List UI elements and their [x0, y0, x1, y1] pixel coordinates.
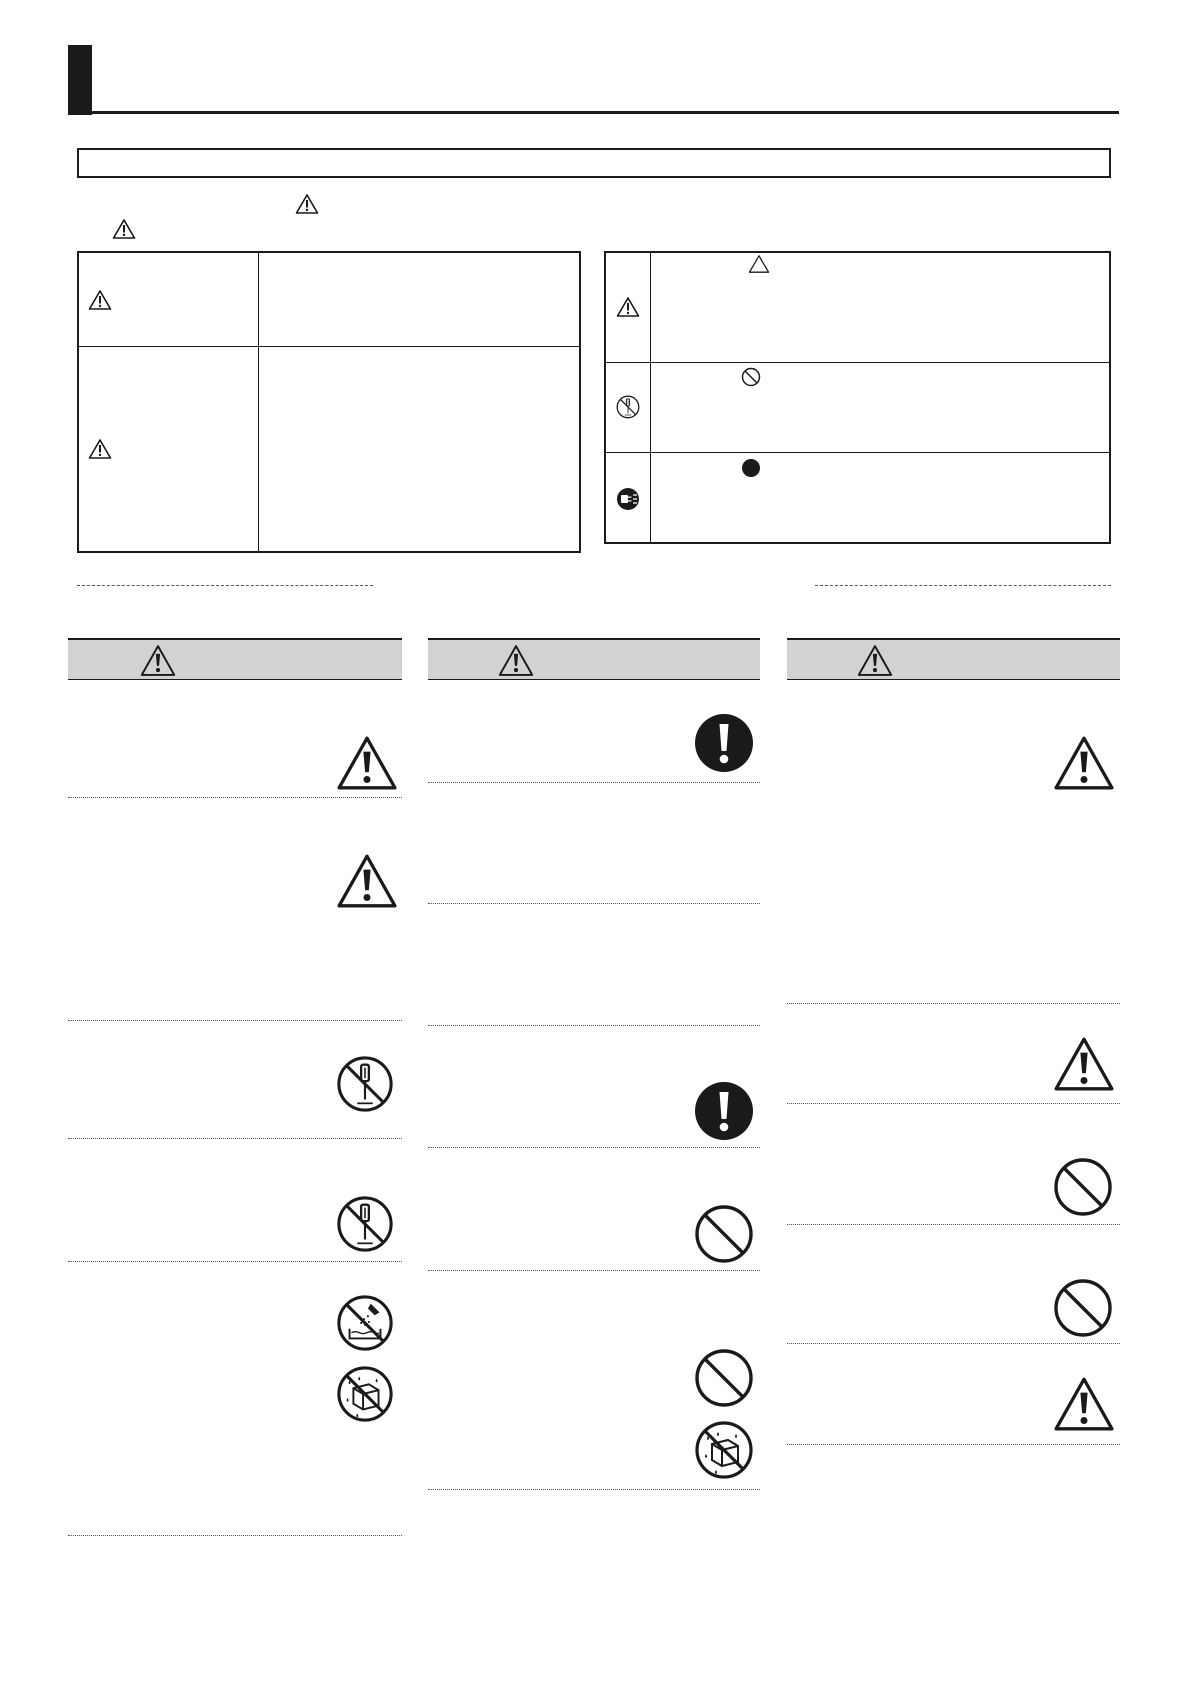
caution-symbol-icon: [748, 254, 770, 274]
item-separator: [428, 782, 760, 783]
item-separator: [787, 1343, 1120, 1344]
notice-heading-box: [77, 148, 1111, 178]
warning-triangle-icon: [498, 644, 534, 677]
mandatory-exclamation-icon: [694, 713, 754, 773]
item-separator: [428, 1025, 760, 1026]
item-separator: [428, 1147, 760, 1148]
item-separator: [428, 1489, 760, 1490]
dashed-separator: [77, 585, 373, 586]
warning-triangle-icon: [112, 218, 136, 240]
item-separator: [428, 903, 760, 904]
no-disassemble-icon: [616, 395, 640, 419]
prohibition-circle-icon: [1053, 1157, 1113, 1217]
warning-triangle-icon: [88, 438, 112, 460]
item-separator: [787, 1444, 1120, 1445]
unplug-icon: [616, 487, 640, 511]
item-separator: [68, 1020, 402, 1021]
title-bar-accent: [68, 45, 92, 115]
legend-right-divider: [650, 251, 651, 544]
prohibition-circle-icon: [694, 1204, 754, 1264]
prohibition-symbol-icon: [741, 367, 761, 387]
item-separator: [787, 1224, 1120, 1225]
dashed-separator: [815, 585, 1111, 586]
item-separator: [68, 1138, 402, 1139]
legend-left-divider: [258, 251, 259, 553]
warning-triangle-icon: [1053, 735, 1115, 791]
warning-triangle-icon: [140, 644, 176, 677]
no-wet-hands-icon: [694, 1420, 754, 1480]
mandatory-symbol-icon: [741, 458, 761, 478]
prohibition-circle-icon: [694, 1348, 754, 1408]
item-separator: [787, 1103, 1120, 1104]
warning-triangle-icon: [88, 289, 112, 311]
no-wet-hands-icon: [336, 1365, 394, 1423]
item-separator: [68, 797, 402, 798]
no-water-icon: [336, 1294, 394, 1352]
mandatory-exclamation-icon: [694, 1081, 754, 1141]
column-header-3: [787, 638, 1120, 680]
warning-triangle-icon: [616, 296, 640, 318]
legend-table-right: [604, 251, 1111, 544]
warning-triangle-icon: [1053, 1036, 1115, 1092]
column-header-1: [68, 638, 402, 680]
prohibition-circle-icon: [1053, 1278, 1113, 1338]
warning-triangle-icon: [295, 193, 319, 215]
legend-right-row-divider: [604, 362, 1111, 363]
legend-right-row-divider: [604, 452, 1111, 453]
warning-triangle-icon: [336, 735, 398, 791]
warning-triangle-icon: [336, 853, 398, 909]
item-separator: [68, 1261, 402, 1262]
legend-table-left: [77, 251, 581, 553]
warning-triangle-icon: [1053, 1376, 1115, 1432]
column-header-2: [428, 638, 760, 680]
item-separator: [428, 1270, 760, 1271]
warning-triangle-icon: [857, 644, 893, 677]
legend-left-row-divider: [77, 346, 581, 347]
item-separator: [787, 1003, 1120, 1004]
title-rule: [68, 111, 1119, 114]
item-separator: [68, 1535, 402, 1536]
no-disassemble-icon: [336, 1195, 394, 1253]
no-disassemble-icon: [336, 1055, 394, 1113]
